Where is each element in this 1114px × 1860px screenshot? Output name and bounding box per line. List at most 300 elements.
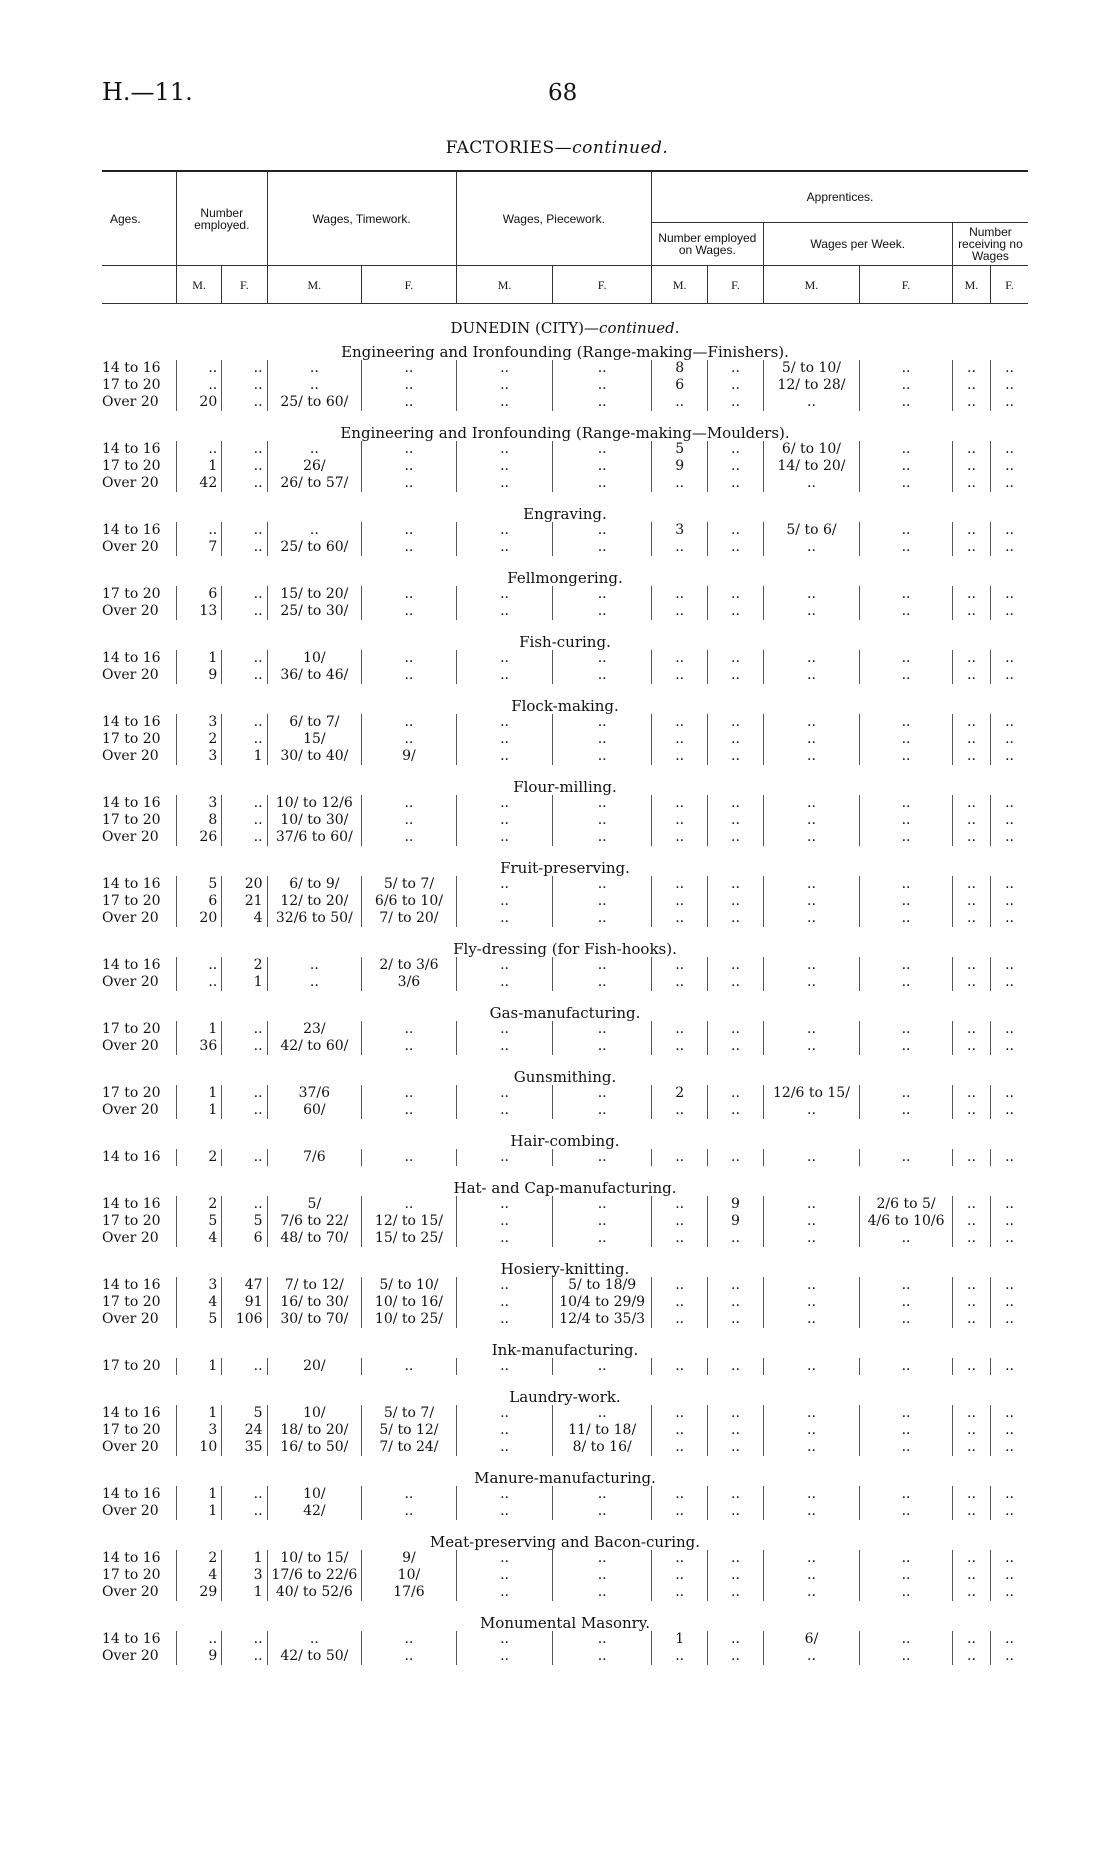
table-cell: .. (991, 1550, 1028, 1567)
table-cell: .. (362, 458, 457, 475)
table-cell: 7/ to 20/ (362, 910, 457, 927)
table-cell: .. (952, 1422, 990, 1439)
section-heading-row (102, 1601, 1028, 1631)
age-cell: 14 to 16 (102, 1149, 161, 1165)
table-cell: .. (860, 522, 953, 539)
table-cell: .. (991, 1648, 1028, 1665)
header-m: M. (763, 266, 860, 304)
table-cell: .. (860, 893, 953, 910)
table-row (102, 360, 1028, 377)
table-cell: .. (553, 1038, 652, 1055)
table-cell: .. (222, 1631, 267, 1648)
table-cell: .. (222, 1021, 267, 1038)
table-row (102, 1102, 1028, 1119)
table-row (102, 1648, 1028, 1665)
table-cell: .. (860, 1439, 953, 1456)
section-title: Engineering and Ironfounding (Range-making—Moulders). (340, 424, 790, 441)
table-cell: .. (651, 1422, 707, 1439)
table-cell: .. (362, 377, 457, 394)
table-cell: .. (860, 475, 953, 492)
page-title (0, 138, 1114, 158)
table-cell: .. (860, 876, 953, 893)
table-cell: .. (860, 1085, 953, 1102)
table-cell: 10/ to 30/ (267, 812, 362, 829)
table-cell: .. (860, 812, 953, 829)
table-cell: .. (456, 1486, 553, 1503)
table-cell: .. (456, 1038, 553, 1055)
section-title: Flock-making. (511, 697, 619, 714)
table-cell: 6/ to 7/ (267, 714, 362, 731)
table-cell: .. (222, 586, 267, 603)
table-cell: .. (991, 475, 1028, 492)
table-cell: 1 (222, 1584, 267, 1601)
table-row (102, 650, 1028, 667)
table-cell: 2 (651, 1085, 707, 1102)
table-cell: .. (456, 1439, 553, 1456)
city-heading (102, 304, 1028, 337)
table-cell: 37/6 (267, 1085, 362, 1102)
age-cell: Over 20 (102, 667, 159, 683)
table-cell: 10/ (267, 650, 362, 667)
table-cell: 24 (222, 1422, 267, 1439)
table-cell: .. (553, 1503, 652, 1520)
table-cell: .. (456, 475, 553, 492)
table-cell: .. (708, 1085, 763, 1102)
table-cell: .. (708, 1439, 763, 1456)
age-cell: 14 to 16 (102, 360, 161, 376)
age-cell: Over 20 (102, 748, 159, 764)
table-cell: 15/ to 25/ (362, 1230, 457, 1247)
header-number-employed: Number employed. (176, 171, 267, 266)
table-cell: .. (651, 1439, 707, 1456)
table-cell: .. (553, 1085, 652, 1102)
table-cell: .. (763, 1584, 860, 1601)
table-cell: .. (991, 586, 1028, 603)
table-cell: 15/ (267, 731, 362, 748)
table-cell: .. (222, 829, 267, 846)
age-cell: 14 to 16 (102, 714, 161, 730)
table-cell: .. (991, 1038, 1028, 1055)
table-cell: 32/6 to 50/ (267, 910, 362, 927)
table-header (102, 171, 1028, 304)
table-cell: .. (651, 974, 707, 991)
table-cell: .. (860, 1149, 953, 1166)
table-cell: .. (267, 441, 362, 458)
table-cell: 1 (176, 1405, 221, 1422)
section-title: Fly-dressing (for Fish-hooks). (453, 940, 677, 957)
table-cell: .. (456, 1503, 553, 1520)
header-m: M. (651, 266, 707, 304)
table-cell: .. (651, 1358, 707, 1375)
table-cell: 8 (176, 812, 221, 829)
header-m: M. (456, 266, 553, 304)
header-f: F. (362, 266, 457, 304)
header-wages-piecework: Wages, Piecework. (456, 171, 651, 266)
section-title: Flour-milling. (513, 778, 617, 795)
table-cell: .. (708, 360, 763, 377)
table-cell: .. (222, 377, 267, 394)
table-cell: .. (991, 795, 1028, 812)
table-cell: 10/ to 12/6 (267, 795, 362, 812)
table-cell: .. (991, 394, 1028, 411)
table-cell: .. (222, 1503, 267, 1520)
table-cell: 7 (176, 539, 221, 556)
table-cell: .. (222, 650, 267, 667)
table-cell: .. (553, 1550, 652, 1567)
table-cell: .. (456, 586, 553, 603)
table-cell: .. (952, 1648, 990, 1665)
table-cell: .. (860, 1358, 953, 1375)
table-cell: .. (860, 974, 953, 991)
table-cell: 7/6 (267, 1149, 362, 1166)
table-cell: 36 (176, 1038, 221, 1055)
table-cell: .. (651, 876, 707, 893)
table-cell: .. (860, 441, 953, 458)
table-cell: .. (860, 1550, 953, 1567)
table-cell: .. (362, 1648, 457, 1665)
age-cell: 17 to 20 (102, 1213, 161, 1229)
table-cell: .. (708, 1102, 763, 1119)
table-cell: .. (952, 1294, 990, 1311)
table-cell: 5/ to 12/ (362, 1422, 457, 1439)
section-heading-row (102, 684, 1028, 714)
table-cell: .. (952, 812, 990, 829)
table-cell: .. (763, 974, 860, 991)
table-cell: 26 (176, 829, 221, 846)
table-cell: .. (651, 957, 707, 974)
table-cell: 29 (176, 1584, 221, 1601)
table-cell: .. (952, 441, 990, 458)
table-cell: .. (456, 957, 553, 974)
table-cell: .. (553, 1584, 652, 1601)
table-cell: .. (456, 910, 553, 927)
age-cell: Over 20 (102, 1311, 159, 1327)
table-cell: 17/6 to 22/6 (267, 1567, 362, 1584)
table-cell: .. (952, 1213, 990, 1230)
section-title: Gunsmithing. (513, 1068, 617, 1085)
table-cell: .. (763, 586, 860, 603)
table-cell: .. (708, 586, 763, 603)
section-title: Meat-preserving and Bacon-curing. (429, 1533, 701, 1550)
table-cell: .. (553, 539, 652, 556)
table-cell: .. (651, 1277, 707, 1294)
table-cell: 1 (176, 1102, 221, 1119)
table-cell: .. (553, 458, 652, 475)
table-cell: .. (991, 1567, 1028, 1584)
table-cell: .. (456, 1584, 553, 1601)
table-cell: .. (860, 1422, 953, 1439)
section-title: Laundry-work. (509, 1388, 621, 1405)
table-cell: .. (553, 1405, 652, 1422)
section-heading-row (102, 927, 1028, 957)
age-cell: Over 20 (102, 1038, 159, 1054)
table-cell: 5 (651, 441, 707, 458)
table-cell: .. (651, 667, 707, 684)
table-cell: 2 (222, 957, 267, 974)
table-cell: .. (763, 539, 860, 556)
table-cell: .. (763, 731, 860, 748)
table-cell: .. (456, 714, 553, 731)
table-cell: .. (456, 441, 553, 458)
table-cell: .. (651, 714, 707, 731)
table-cell: .. (651, 1503, 707, 1520)
city-name: DUNEDIN (CITY)— (450, 319, 600, 336)
table-cell: .. (763, 1213, 860, 1230)
table-cell: 40/ to 52/6 (267, 1584, 362, 1601)
table-cell: .. (267, 377, 362, 394)
table-cell: .. (553, 377, 652, 394)
table-cell: .. (991, 603, 1028, 620)
age-cell: Over 20 (102, 1439, 159, 1455)
table-cell: .. (222, 522, 267, 539)
table-cell: .. (708, 650, 763, 667)
table-cell: .. (362, 1503, 457, 1520)
table-cell: .. (952, 1085, 990, 1102)
age-cell: Over 20 (102, 829, 159, 845)
table-cell: 5/ to 10/ (362, 1277, 457, 1294)
table-cell: .. (553, 586, 652, 603)
table-cell: .. (456, 876, 553, 893)
table-cell: 4 (222, 910, 267, 927)
table-cell: 20 (176, 910, 221, 927)
section-heading-row (102, 492, 1028, 522)
table-cell: .. (362, 475, 457, 492)
section-heading-row (102, 1055, 1028, 1085)
section-heading-row (102, 1119, 1028, 1149)
table-cell: .. (860, 1102, 953, 1119)
table-cell: .. (860, 1584, 953, 1601)
table-cell: .. (176, 1631, 221, 1648)
title-continued: continued. (572, 138, 669, 158)
table-cell: .. (222, 731, 267, 748)
table-row (102, 1277, 1028, 1294)
table-cell: .. (860, 539, 953, 556)
table-cell: .. (952, 1149, 990, 1166)
age-cell: 17 to 20 (102, 1358, 161, 1374)
table-cell: .. (651, 812, 707, 829)
table-cell: .. (708, 522, 763, 539)
age-cell: 14 to 16 (102, 1631, 161, 1647)
table-cell: .. (456, 667, 553, 684)
table-cell: .. (860, 748, 953, 765)
table-cell: .. (553, 475, 652, 492)
table-cell: .. (456, 812, 553, 829)
header-ages: Ages. (102, 171, 176, 266)
age-cell: 17 to 20 (102, 377, 161, 393)
table-cell: .. (860, 650, 953, 667)
table-cell: .. (708, 377, 763, 394)
table-cell: .. (860, 1230, 953, 1247)
table-cell: 5/ to 7/ (362, 1405, 457, 1422)
section-heading-row (102, 620, 1028, 650)
table-cell: 5/ to 7/ (362, 876, 457, 893)
table-cell: .. (860, 1294, 953, 1311)
age-cell: 14 to 16 (102, 876, 161, 892)
table-cell: .. (860, 377, 953, 394)
section-title: Engraving. (523, 505, 607, 522)
table-cell: .. (991, 829, 1028, 846)
table-cell: .. (860, 731, 953, 748)
table-cell: 91 (222, 1294, 267, 1311)
table-cell: .. (763, 812, 860, 829)
table-cell: .. (763, 603, 860, 620)
age-cell: 14 to 16 (102, 650, 161, 666)
table-cell: .. (952, 650, 990, 667)
table-cell: .. (222, 394, 267, 411)
header-apprentices: Apprentices. (651, 171, 1028, 223)
table-cell: .. (456, 458, 553, 475)
table-cell: 9 (708, 1213, 763, 1230)
table-cell: .. (553, 876, 652, 893)
table-cell: .. (456, 1085, 553, 1102)
table-cell: 1 (222, 974, 267, 991)
table-cell: .. (991, 1294, 1028, 1311)
table-cell: .. (708, 394, 763, 411)
table-cell: .. (553, 812, 652, 829)
table-cell: .. (553, 910, 652, 927)
table-cell: .. (991, 910, 1028, 927)
table-cell: .. (553, 714, 652, 731)
table-cell: .. (553, 1021, 652, 1038)
table-cell: 20 (222, 876, 267, 893)
table-cell: 9 (708, 1196, 763, 1213)
table-cell: 10/ (362, 1567, 457, 1584)
table-cell: .. (991, 1439, 1028, 1456)
table-row (102, 795, 1028, 812)
table-cell: .. (362, 731, 457, 748)
table-cell: .. (952, 1503, 990, 1520)
table-cell: .. (651, 1311, 707, 1328)
table-cell: .. (651, 1102, 707, 1119)
table-cell: 13 (176, 603, 221, 620)
table-cell: .. (553, 1230, 652, 1247)
header-ages-blank (102, 266, 176, 304)
table-cell: .. (362, 1358, 457, 1375)
table-cell: 10/ to 15/ (267, 1550, 362, 1567)
table-cell: 2 (176, 1196, 221, 1213)
table-cell: 3 (176, 714, 221, 731)
table-cell: .. (222, 1358, 267, 1375)
table-cell: 42/ to 60/ (267, 1038, 362, 1055)
table-cell: .. (651, 1149, 707, 1166)
section-title: Fellmongering. (507, 569, 623, 586)
table-cell: 20 (176, 394, 221, 411)
table-cell: .. (553, 1196, 652, 1213)
table-cell: .. (708, 1021, 763, 1038)
table-cell: .. (222, 1102, 267, 1119)
table-cell: 16/ to 50/ (267, 1439, 362, 1456)
table-cell: .. (176, 522, 221, 539)
table-cell: .. (952, 1021, 990, 1038)
table-cell: .. (708, 910, 763, 927)
table-cell: 8/ to 16/ (553, 1439, 652, 1456)
table-cell: .. (456, 1277, 553, 1294)
table-cell: .. (763, 1486, 860, 1503)
table-cell: .. (952, 1277, 990, 1294)
table-cell: 42 (176, 475, 221, 492)
table-row (102, 1503, 1028, 1520)
table-cell: .. (991, 1358, 1028, 1375)
table-cell: .. (860, 829, 953, 846)
table-cell: 17/6 (362, 1584, 457, 1601)
table-cell: .. (860, 1486, 953, 1503)
table-cell: .. (952, 522, 990, 539)
table-cell: .. (708, 876, 763, 893)
age-cell: Over 20 (102, 1102, 159, 1118)
table-cell: .. (222, 1085, 267, 1102)
table-cell: .. (952, 1405, 990, 1422)
table-cell: 5 (176, 1213, 221, 1230)
table-row (102, 1085, 1028, 1102)
table-cell: .. (176, 360, 221, 377)
table-cell: .. (456, 1311, 553, 1328)
table-cell: .. (456, 1230, 553, 1247)
age-cell: 17 to 20 (102, 893, 161, 909)
table-cell: .. (553, 1149, 652, 1166)
table-cell: 3 (651, 522, 707, 539)
header-wages-timework: Wages, Timework. (267, 171, 456, 266)
table-cell: 106 (222, 1311, 267, 1328)
table-cell: .. (708, 714, 763, 731)
table-cell: .. (991, 650, 1028, 667)
table-cell: 3 (176, 1422, 221, 1439)
table-cell: .. (952, 974, 990, 991)
table-cell: .. (553, 603, 652, 620)
table-cell: 25/ to 60/ (267, 539, 362, 556)
header-f: F. (708, 266, 763, 304)
table-cell: .. (267, 360, 362, 377)
table-cell: .. (708, 667, 763, 684)
table-cell: .. (553, 1631, 652, 1648)
table-cell: .. (651, 1567, 707, 1584)
table-cell: 26/ (267, 458, 362, 475)
table-cell: .. (553, 441, 652, 458)
age-cell: 17 to 20 (102, 1021, 161, 1037)
section-heading-row (102, 765, 1028, 795)
table-cell: .. (708, 1584, 763, 1601)
table-cell: .. (553, 522, 652, 539)
table-cell: .. (362, 1021, 457, 1038)
age-cell: 17 to 20 (102, 1567, 161, 1583)
section-title: Fish-curing. (519, 633, 611, 650)
table-cell: 7/ to 12/ (267, 1277, 362, 1294)
table-cell: .. (362, 603, 457, 620)
table-cell: .. (860, 1631, 953, 1648)
table-cell: .. (651, 1038, 707, 1055)
table-cell: .. (991, 1422, 1028, 1439)
table-cell: .. (991, 667, 1028, 684)
table-cell: 1 (176, 458, 221, 475)
table-cell: .. (708, 893, 763, 910)
table-cell: 11/ to 18/ (553, 1422, 652, 1439)
table-cell: .. (708, 731, 763, 748)
table-cell: .. (553, 650, 652, 667)
table-cell: 12/ to 15/ (362, 1213, 457, 1230)
table-cell: .. (991, 1102, 1028, 1119)
table-cell: .. (651, 1021, 707, 1038)
page-number: 68 (548, 80, 578, 106)
table-cell: .. (952, 829, 990, 846)
table-row (102, 1213, 1028, 1230)
table-cell: .. (362, 812, 457, 829)
table-cell: .. (222, 458, 267, 475)
table-cell: .. (222, 360, 267, 377)
table-cell: .. (362, 394, 457, 411)
table-cell: .. (222, 475, 267, 492)
table-cell: 16/ to 30/ (267, 1294, 362, 1311)
table-cell: .. (651, 1213, 707, 1230)
table-cell: .. (176, 957, 221, 974)
